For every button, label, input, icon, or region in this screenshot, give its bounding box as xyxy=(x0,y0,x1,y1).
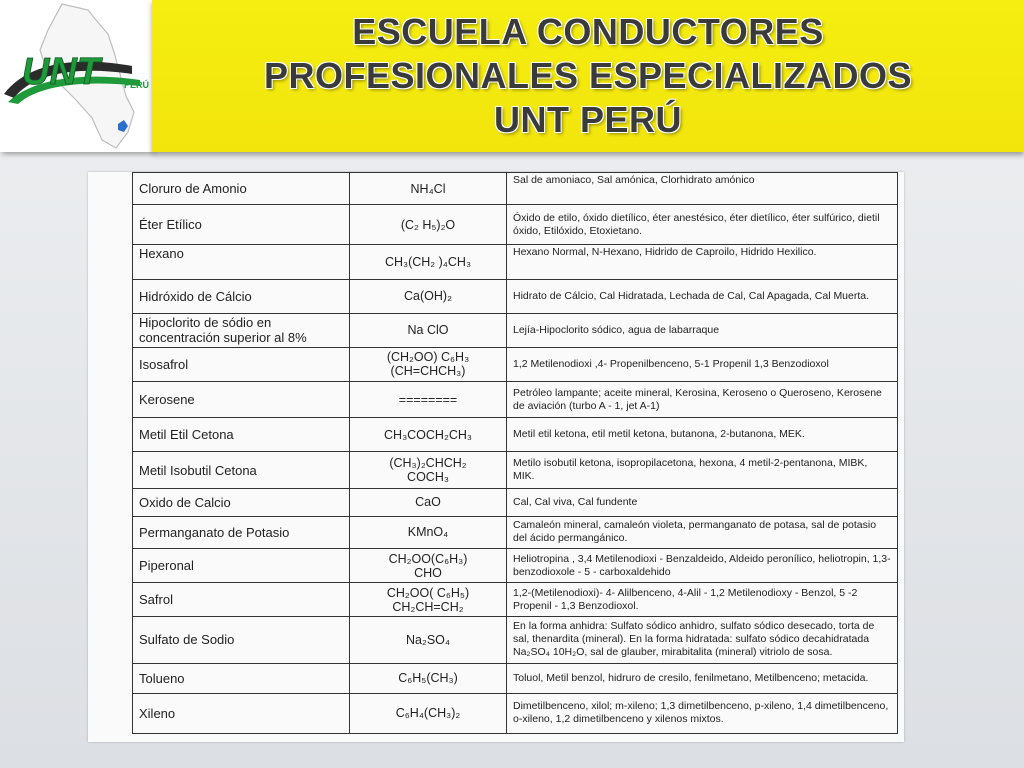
title-line-1: ESCUELA CONDUCTORES xyxy=(352,11,824,52)
chemical-formula xyxy=(350,313,507,347)
table-row xyxy=(133,173,898,205)
chemical-formula xyxy=(350,488,507,516)
chemical-formula xyxy=(350,347,507,381)
chemical-synonyms: Dimetilbenceno, xilol; m-xileno; 1,3 dimetilbenceno, p-xileno, 1,4 dimetilbenceno, o-xileno, 1,2 dimetilbenceno y xilenos mixtos. xyxy=(507,693,898,733)
chemical-synonyms: Óxido de etilo, óxido dietílico, éter anestésico, éter dietílico, éter sulfúrico, dietil óxido, Etilóxido, Etoxietano. xyxy=(507,205,898,245)
formula-line: CH₂OO( C₆H₅) xyxy=(386,585,470,600)
table-row xyxy=(133,693,898,733)
table-row xyxy=(133,418,898,452)
chemical-synonyms: Hidrato de Cálcio, Cal Hidratada, Lechada de Cal, Cal Apagada, Cal Muerta. xyxy=(507,279,898,313)
unt-peru-logo xyxy=(0,0,152,152)
chemical-synonyms: Petróleo lampante; aceite mineral, Kerosina, Keroseno o Queroseno, Kerosene de aviación (turbo A - 1, jet A-1) xyxy=(507,382,898,418)
chemical-name: Éter Etílico xyxy=(133,205,350,245)
logo-panel xyxy=(0,0,152,152)
formula-line: CH₂OO(C₆H₃) xyxy=(388,551,468,566)
chemical-name: Oxido de Calcio xyxy=(133,488,350,516)
chemical-synonyms: Hexano Normal, N-Hexano, Hidrido de Caproilo, Hidrido Hexilico. xyxy=(507,245,898,279)
chemical-formula xyxy=(350,245,507,279)
chemical-name: Permanganato de Potasio xyxy=(133,516,350,548)
chemical-name: Safrol xyxy=(133,583,350,617)
formula-line: (CH=CHCH₃) xyxy=(390,364,466,379)
chemical-name: Piperonal xyxy=(133,548,350,582)
formula-line: C₆H₅(CH₃) xyxy=(398,671,458,686)
chemical-formula xyxy=(350,452,507,488)
formula-line: CH₂CH=CH₂ xyxy=(392,599,464,614)
formula-line: (CH₃)₂CHCH₂ xyxy=(389,456,467,471)
chemical-formula xyxy=(350,583,507,617)
logo-subtext: PERÚ xyxy=(124,80,150,90)
chemical-name: Metil Isobutil Cetona xyxy=(133,452,350,488)
formula-line: ======== xyxy=(398,392,458,407)
formula-line: Na₂SO₄ xyxy=(406,632,450,647)
formula-line: KMnO₄ xyxy=(407,525,449,540)
table-row xyxy=(133,347,898,381)
chemical-synonyms: Sal de amoniaco, Sal amónica, Clorhidrato amónico xyxy=(507,173,898,205)
formula-line: (C₂ H₅)₂O xyxy=(400,217,456,232)
chemical-formula xyxy=(350,516,507,548)
table-row xyxy=(133,488,898,516)
chemical-name: Kerosene xyxy=(133,382,350,418)
table-row xyxy=(133,617,898,663)
table-row xyxy=(133,279,898,313)
chemical-synonyms: Metilo isobutil ketona, isopropilacetona, hexona, 4 metil-2-pentanona, MIBK, MIK. xyxy=(507,452,898,488)
chemical-name: Hidróxido de Cálcio xyxy=(133,279,350,313)
chemical-formula xyxy=(350,693,507,733)
chemical-synonyms: Heliotropina , 3,4 Metilenodioxi - Benzaldeido, Aldeido peronílico, heliotropin, 1,3-benzodioxole - 5 - carboxaldehido xyxy=(507,548,898,582)
chemical-formula xyxy=(350,279,507,313)
chemical-synonyms: En la forma anhidra: Sulfato sódico anhidro, sulfato sódico desecado, torta de sal, thenardita (mineral). En la forma hidratada: sulfato sódico decahidratada Na₂SO₄ 10H₂O, sal de glauber, mirabitalita (mineral) vitriolo de sosa. xyxy=(507,617,898,663)
table-row xyxy=(133,452,898,488)
formula-line: NH₄Cl xyxy=(410,181,446,196)
table-row xyxy=(133,245,898,279)
chemical-formula xyxy=(350,382,507,418)
chemical-formula xyxy=(350,205,507,245)
title-banner xyxy=(152,0,1024,152)
chemical-name: Hexano xyxy=(133,245,350,279)
title-line-3: UNT PERÚ xyxy=(493,99,682,140)
chemical-synonyms: 1,2 Metilenodioxi ,4- Propenilbenceno, 5-1 Propenil 1,3 Benzodioxol xyxy=(507,347,898,381)
chemicals-table xyxy=(132,172,898,734)
chemical-formula xyxy=(350,548,507,582)
chemical-formula xyxy=(350,418,507,452)
chemical-synonyms: Camaleón mineral, camaleón violeta, permanganato de potasa, sal de potasio del ácido permangánico. xyxy=(507,516,898,548)
formula-line: CH₃COCH₂CH₃ xyxy=(384,427,472,442)
chemical-name: Hipoclorito de sódio en concentración superior al 8% xyxy=(133,313,350,347)
formula-line: C₆H₄(CH₃)₂ xyxy=(395,706,461,721)
table-row xyxy=(133,205,898,245)
chemical-formula xyxy=(350,173,507,205)
table-row xyxy=(133,663,898,693)
chemical-name: Metil Etil Cetona xyxy=(133,418,350,452)
chemical-synonyms: Cal, Cal viva, Cal fundente xyxy=(507,488,898,516)
title-line-2: PROFESIONALES ESPECIALIZADOS xyxy=(263,55,913,96)
chemical-name: Sulfato de Sodio xyxy=(133,617,350,663)
chemical-synonyms: 1,2-(Metilenodioxi)- 4- Alilbenceno, 4-Alil - 1,2 Metilenodioxy - Benzol, 5 -2 Propenil - 1,3 Benzodioxol. xyxy=(507,583,898,617)
formula-line: (CH₂OO) C₆H₃ xyxy=(386,350,470,365)
table-row xyxy=(133,516,898,548)
formula-line: CH₃(CH₂ )₄CH₃ xyxy=(384,254,472,269)
table-row xyxy=(133,382,898,418)
table-row xyxy=(133,313,898,347)
chemical-synonyms: Lejía-Hipoclorito sódico, agua de labarraque xyxy=(507,313,898,347)
chemical-synonyms: Toluol, Metil benzol, hidruro de cresilo, fenilmetano, Metilbenceno; metacida. xyxy=(507,663,898,693)
logo-text: UNT xyxy=(22,51,101,93)
formula-line: CaO xyxy=(415,495,441,510)
chemical-synonyms: Metil etil ketona, etil metil ketona, butanona, 2-butanona, MEK. xyxy=(507,418,898,452)
chemical-name: Cloruro de Amonio xyxy=(133,173,350,205)
formula-line: CHO xyxy=(414,565,442,580)
scanned-table-image xyxy=(88,172,904,742)
formula-line: Ca(OH)₂ xyxy=(404,289,452,304)
chemical-name: Xileno xyxy=(133,693,350,733)
formula-line: COCH₃ xyxy=(407,470,449,485)
chemical-formula xyxy=(350,663,507,693)
table-row xyxy=(133,583,898,617)
chemical-formula xyxy=(350,617,507,663)
formula-line: Na ClO xyxy=(407,323,449,338)
chemical-name: Isosafrol xyxy=(133,347,350,381)
chemical-name: Tolueno xyxy=(133,663,350,693)
table-row xyxy=(133,548,898,582)
